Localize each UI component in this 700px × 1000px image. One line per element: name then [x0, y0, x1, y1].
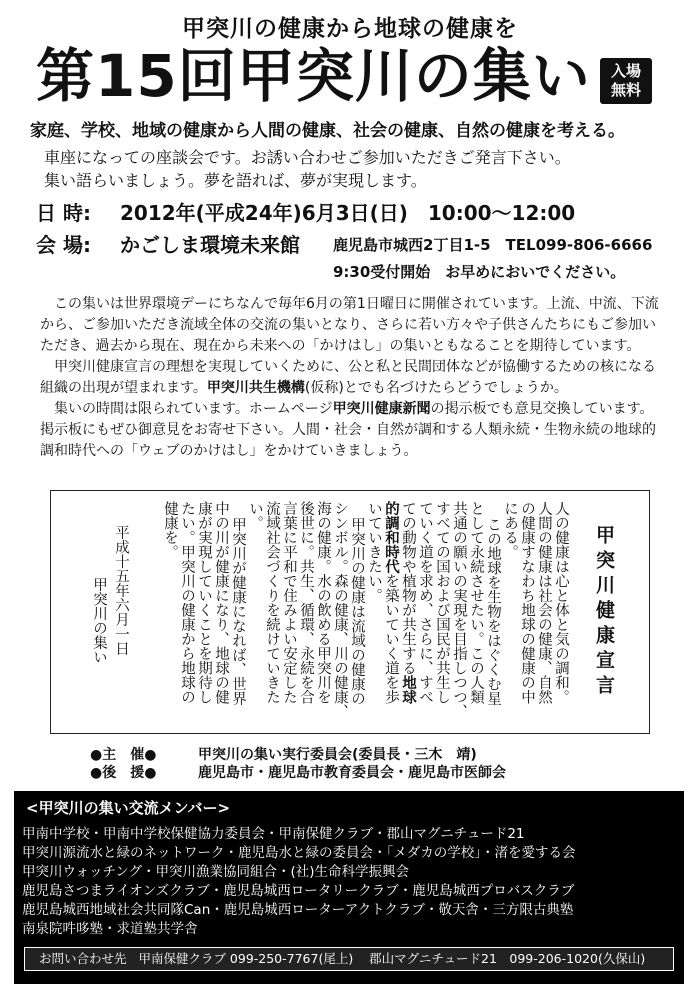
decl-col-17: 言葉に平和で住みよい安定した — [281, 501, 297, 704]
members-line-5: 鹿児島城西地域社会共同隊Can・鹿児島城西ローターアクトクラブ・敬天舎・三方限古典塾 — [22, 902, 574, 918]
sponsors — [90, 746, 506, 782]
badge-line-1: 入場 — [610, 62, 641, 80]
members-line-6: 南泉院吽哆塾・求道塾共学舎 — [22, 921, 198, 937]
decl-col-21: 中の川が健康になり、地球の健 — [213, 501, 229, 704]
decl-col-2: 人間の健康は社会の健康、自然 — [536, 501, 552, 704]
support: 鹿児島市・鹿児島市教育委員会・鹿児島市医師会 — [198, 765, 506, 781]
decl-col-5: この地球を生物をはぐくむ星 — [485, 517, 501, 706]
contact-2: 郡山マグニチュード21 099-206-1020(久保山) — [369, 951, 646, 966]
venue-row — [36, 229, 300, 258]
paragraph-1: この集いは世界環境デーにちなんで毎年6月の第1日曜日に開催されています。上流、中流、下流から、ご参加いただき流域全体の交流の集いとなり、さらに若い方々や子供さんたちにもご参加いただき、過去から現在、現在から未来への「かけはし」の集いともなることを期待しています。 — [40, 296, 659, 354]
date-row — [36, 197, 575, 226]
decl-col-6: として永続させたい。この人類 — [468, 501, 484, 704]
decl-col-11-bold: 的調和時代 — [383, 501, 399, 574]
decl-col-10 — [400, 501, 416, 704]
decl-col-7: 共通の願いの実現を目指しつつ、 — [451, 501, 467, 719]
page-title: 第15回甲突川の集い — [36, 42, 591, 110]
p2-text-c: (仮称)とでも名づけたらどうでしょうか。 — [304, 380, 568, 396]
subtitle: 甲突川の健康から地球の健康を — [182, 16, 518, 42]
decl-col-8: すべての国および国民が共生し — [434, 501, 450, 704]
support-label: ●後 援● — [90, 765, 157, 781]
decl-col-23: たい。甲突川の健康から地球の — [179, 501, 195, 704]
p2-organization: 甲突川共生機構 — [206, 380, 305, 396]
members-line-2: 甲突川源流水と緑のネットワーク・鹿児島水と緑の委員会・「メダカの学校」・渚を愛する会 — [22, 845, 576, 861]
declaration-date: 平成十五年六月一日 — [113, 525, 129, 656]
tagline: 家庭、学校、地域の健康から人間の健康、社会の健康、自然の健康を考える。 — [30, 121, 625, 141]
reception-time: 9:30受付開始 お早めにおいでください。 — [333, 263, 626, 281]
decl-col-13: 甲突川の健康は流域の健康の — [349, 517, 365, 706]
free-admission-badge — [600, 58, 652, 104]
decl-col-1: 人の健康は心と体と気の調和。 — [553, 501, 569, 704]
declaration-signer: 甲突川の集い — [91, 577, 107, 664]
contact-1: 甲南保健クラブ 099-250-7767(尾上) — [138, 951, 354, 966]
venue-label: 会 場: — [36, 233, 91, 257]
intro-line-2: 集い語らいましょう。夢を語れば、夢が実現します。 — [44, 171, 427, 190]
venue-name: かごしま環境未来館 — [120, 233, 300, 257]
venue-address: 鹿児島市城西2丁目1-5 TEL099-806-6666 — [333, 236, 653, 254]
organizer-row — [90, 746, 506, 764]
members-list — [22, 825, 576, 939]
members-box — [14, 791, 684, 984]
contact-bar — [24, 947, 674, 971]
declaration-box — [50, 490, 650, 734]
organizer: 甲突川の集い実行委員会(委員長・三木 靖) — [198, 747, 477, 763]
organizer-label: ●主 催● — [90, 747, 157, 763]
decl-col-18: 流域社会づくりを続けていきた — [264, 501, 280, 704]
decl-col-20: 甲突川が健康になれば、世界 — [230, 517, 246, 706]
body-text — [40, 294, 664, 462]
badge-line-2: 無料 — [610, 81, 641, 99]
decl-col-19: い。 — [247, 501, 263, 530]
decl-col-3: の健康すなわち地球の健康の中 — [519, 501, 535, 704]
decl-col-24: 健康を。 — [162, 501, 178, 559]
decl-col-14: シンボル。森の健康、川の健康、 — [332, 501, 348, 719]
decl-col-15: 海の健康。水の飲める甲突川を — [315, 501, 331, 704]
p3-text-c: の掲示板でも意見交換しています。掲示板にもぜひ御意見をお寄せ下さい。人間・社会・自然が調和する人類永続・生物永続の地球的調和時代への「ウェブのかけはし」をかけていきましょう。 — [40, 401, 656, 459]
members-line-4: 鹿児島さつまライオンズクラブ・鹿児島城西ロータリークラブ・鹿児島城西プロバスクラブ — [22, 883, 575, 899]
decl-col-10-bold: 地球 — [400, 675, 416, 704]
intro-text — [44, 146, 571, 192]
p3-text-a: 集いの時間は限られています。ホームページ — [54, 401, 333, 417]
paragraph-3 — [40, 399, 664, 462]
date-value: 2012年(平成24年)6月3日(日) 10:00〜12:00 — [120, 201, 576, 225]
members-heading: <甲突川の集い交流メンバー> — [26, 799, 231, 817]
paragraph-2 — [40, 357, 664, 399]
p2-text-a: 甲突川健康宣言の理想を実現していくために、公と私と民間団体などが協働するための核になる組織の出現が望まれます。 — [40, 359, 656, 396]
support-row — [90, 764, 506, 782]
intro-line-1: 車座になっての座談会です。お誘い合わせご参加いただきご発言下さい。 — [44, 148, 571, 167]
members-line-1: 甲南中学校・甲南中学校保健協力委員会・甲南保健クラブ・郡山マグニチュード21 — [22, 826, 525, 842]
p3-newspaper: 甲突川健康新聞 — [332, 401, 431, 417]
decl-col-12: いていきたい。 — [366, 501, 382, 603]
declaration-title: 甲突川健康宣言 — [593, 525, 615, 700]
decl-col-11 — [383, 501, 399, 704]
decl-col-9: ていく道を求め、さらに、すべ — [417, 501, 433, 704]
decl-col-4: にある。 — [502, 501, 518, 559]
members-line-3: 甲突川ウォッチング・甲突川漁業協同組合・(社)生命科学振興会 — [22, 864, 410, 880]
decl-col-10-text: ての動物や植物が共生する — [400, 501, 416, 675]
decl-col-16: 後世に。共生、循環、永続を合 — [298, 501, 314, 704]
contact-label: お問い合わせ先 — [39, 951, 127, 966]
decl-col-22: 康が実現していくことを期待し — [196, 501, 212, 704]
decl-col-11-text: を築いていく道を歩 — [383, 573, 399, 704]
date-label: 日 時: — [36, 201, 91, 225]
